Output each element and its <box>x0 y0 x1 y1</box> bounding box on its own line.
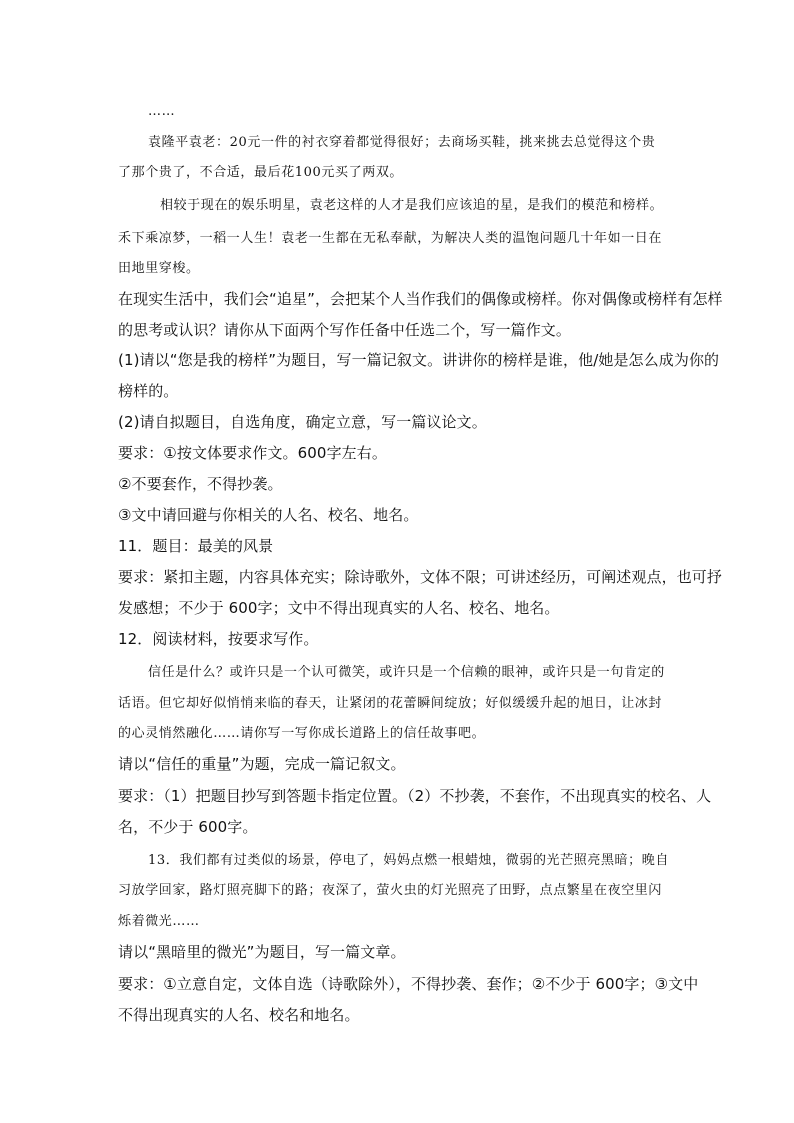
requirement-line: ③文中请回避与你相关的人名、校名、地名。 <box>118 506 419 524</box>
prompt-line: 的思考或认识？请你从下面两个写作任备中任选二个，写一篇作文。 <box>118 321 572 339</box>
requirement-line: 名，不少于 600字。 <box>118 818 258 836</box>
quote-line: 禾下乘凉梦，一稻一人生！袁老一生都在无私奉献，为解决人类的温饱问题几十年如一日在 <box>118 231 663 246</box>
question-11-title: 11．题目：最美的风景 <box>118 537 274 555</box>
quote-line: 袁隆平袁老：20元一件的衬衣穿着都觉得很好；去商场买鞋，挑来挑去总觉得这个贵 <box>148 135 656 150</box>
quote-line: 了那个贵了，不合适，最后花100元买了两双。 <box>118 165 404 180</box>
material-line: 信任是什么？或许只是一个认可微笑，或许只是一个信赖的眼神，或许只是一句肯定的 <box>148 665 665 680</box>
question-12-title: 12．阅读材料，按要求写作。 <box>118 630 319 648</box>
task-option-1: (1)请以“您是我的榜样”为题目，写一篇记叙文。讲讲你的榜样是谁，他/她是怎么成为你的 <box>118 351 720 369</box>
material-line: 话语。但它却好似悄悄来临的春天，让紧闭的花蕾瞬间绽放；好似缓缓升起的旭日，让冰封 <box>118 696 663 711</box>
ellipsis-line: …… <box>148 104 176 119</box>
requirement-line: 发感想；不少于 600字；文中不得出现真实的人名、校名、地名。 <box>118 599 560 617</box>
material-line: 习放学回家，路灯照亮脚下的路；夜深了，萤火虫的灯光照亮了田野，点点繁星在夜空里闪 <box>118 883 663 898</box>
requirement-line: 要求：①立意自定，文体自选（诗歌除外），不得抄袭、套作；②不少于 600字；③文中 <box>118 975 699 993</box>
quote-line: 相较于现在的娱乐明星，袁老这样的人才是我们应该追的星，是我们的模范和榜样。 <box>160 198 664 213</box>
material-line: 烁着微光…… <box>118 914 200 929</box>
requirement-line: 要求：（1）把题目抄写到答题卡指定位置。（2）不抄袭，不套作，不出现真实的校名、人 <box>118 787 712 805</box>
question-13-material: 13．我们都有过类似的场景，停电了，妈妈点燃一根蜡烛，微弱的光芒照亮黑暗；晚自 <box>148 853 669 868</box>
prompt-line: 在现实生活中，我们会“追星”，会把某个人当作我们的偶像或榜样。你对偶像或榜样有怎样 <box>118 290 723 308</box>
requirement-line: ②不要套作，不得抄袭。 <box>118 475 283 493</box>
requirement-line: 要求：①按文体要求作文。600字左右。 <box>118 444 387 462</box>
task-option-1-cont: 榜样的。 <box>118 382 179 400</box>
task-option-2: (2)请自拟题目，自选角度，确定立意，写一篇议论文。 <box>118 413 487 431</box>
material-line: 的心灵悄然融化……请你写一写你成长道路上的信任故事吧。 <box>118 726 486 741</box>
prompt-line: 请以“黑暗里的微光”为题目，写一篇文章。 <box>118 943 406 961</box>
prompt-line: 请以“信任的重量”为题，完成一篇记叙文。 <box>118 755 406 773</box>
quote-line: 田地里穿梭。 <box>118 261 200 276</box>
requirement-line: 要求：紧扣主题，内容具体充实；除诗歌外，文体不限；可讲述经历，可阐述观点，也可抒 <box>118 568 723 586</box>
requirement-line: 不得出现真实的人名、校名和地名。 <box>118 1006 360 1024</box>
